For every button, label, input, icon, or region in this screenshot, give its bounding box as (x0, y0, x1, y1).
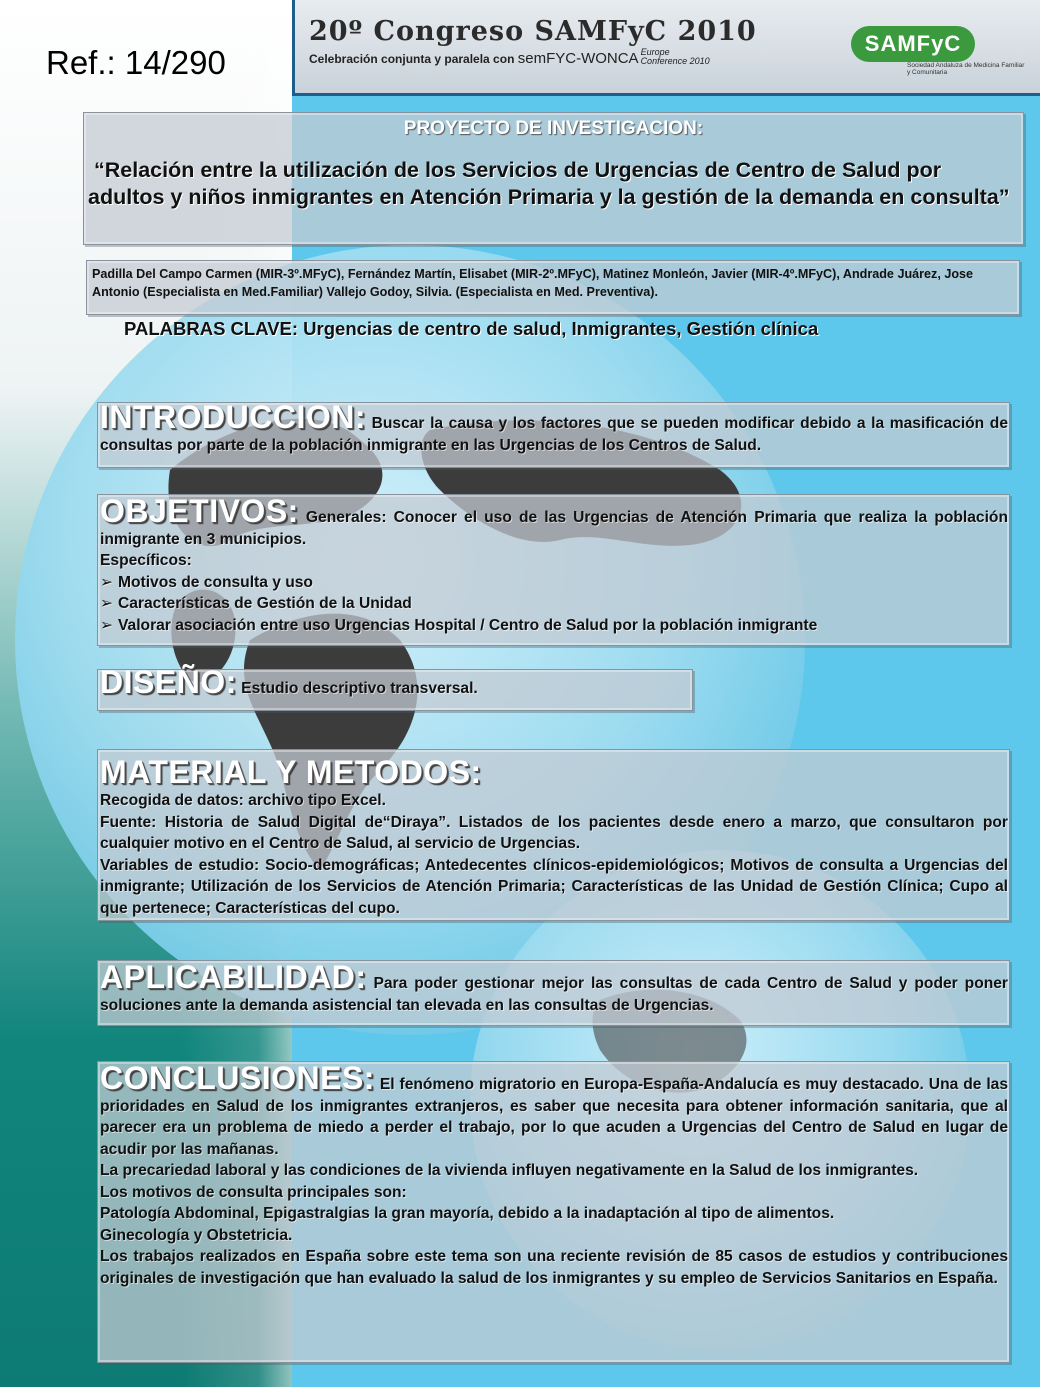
objetivos-especificos-label: Específicos: (100, 552, 192, 569)
aplicabilidad-panel (97, 960, 1010, 1026)
objetivos-item (100, 593, 1008, 615)
conclusiones-p2: La precariedad laboral y las condiciones de la vivienda influyen negativamente en la Salud de los inmigrantes. (100, 1162, 919, 1179)
objetivos-general: Generales: Conocer el uso de las Urgencias de Atención Primaria que realiza la población inmigrante en 3 municipios. (100, 509, 1008, 548)
subtitle-superscript (641, 48, 710, 66)
subtitle-super-conference: Conference 2010 (640, 56, 710, 66)
reference-number: Ref.: 14/290 (46, 44, 226, 81)
keywords-value: Urgencias de centro de salud, Inmigrantes, Gestión clínica (298, 318, 819, 339)
diseno-heading: DISEÑO: (100, 664, 237, 700)
keywords-line (124, 318, 818, 340)
project-title: “Relación entre la utilización de los Servicios de Urgencias de Centro de Salud por adultos y niños inmigrantes en Atención Primaria y la gestión de la demanda en consulta” (88, 158, 1010, 209)
arrow-bullet-icon: ➢ (100, 616, 114, 634)
material-panel (97, 749, 1010, 921)
aplicabilidad-text: Para poder gestionar mejor las consultas de cada Centro de Salud y poder poner soluciones ante la demanda asistencial tan elevada en las consultas de Urgencias. (100, 975, 1008, 1014)
authors-panel (86, 260, 1020, 315)
introduccion-text-block (100, 399, 1008, 456)
congress-banner (292, 0, 1040, 96)
congress-title: 20º Congreso SAMFyC 2010 (309, 16, 757, 47)
subtitle-super-europe: Europe (640, 47, 670, 57)
conclusiones-text-block (100, 1060, 1008, 1289)
conclusiones-p1: El fenómeno migratorio en Europa-España-Andalucía es muy destacado. Una de las prioridades en Salud de los inmigrantes extranjeros, es saber que necesita para obtener información sanitaria, que al parecer era un problema de miedo a perder el trabajo, por lo que acuden a Urgencias del Centro de Salud en lugar de acudir por las mañanas. (100, 1076, 1008, 1158)
project-label: PROYECTO DE INVESTIGACION: (403, 118, 704, 139)
objetivos-item-text: Motivos de consulta y uso (118, 573, 313, 591)
subtitle-brand: semFYC-WONCA (517, 50, 639, 67)
conclusiones-panel (97, 1061, 1010, 1363)
objetivos-item-text: Características de Gestión de la Unidad (118, 595, 412, 612)
authors-list: Padilla Del Campo Carmen (MIR-3º.MFyC), Fernández Martín, Elisabet (MIR-2º.MFyC), Matinez Monleón, Javier (MIR-4º.MFyC), Andrade Juárez, Jose Antonio (Especialista en Med.Familiar) Vallejo Godoy, Silvia. (Especialista en Med. Preventiva). (92, 267, 974, 299)
conclusiones-p4: Patología Abdominal, Epigastralgias la gran mayoría, debido a la inadaptación al tipo de alimentos. (100, 1205, 835, 1222)
material-variables: Variables de estudio: Socio-demográficas; Antedecentes clínicos-epidemiológicos; Motivos de consulta a Urgencias del inmigrante; Utilización de los Servicios de Atención Primaria; Características de las Unidad de Gestión Clínica; Cupo al que pertenece; Características del cupo. (100, 856, 1008, 917)
aplicabilidad-heading: APLICABILIDAD: (100, 959, 367, 995)
material-fuente: Fuente: Historia de Salud Digital de“Diraya”. Listados de los pacientes desde enero a marzo, que consultaron por cualquier motivo en el Centro de Salud, al servicio de Urgencias. (100, 813, 1008, 852)
material-text-block (100, 754, 1008, 919)
objetivos-heading: OBJETIVOS: (100, 493, 299, 529)
arrow-bullet-icon: ➢ (100, 573, 114, 591)
diseno-panel (97, 664, 693, 711)
samfyc-logo: SAMFyC (851, 26, 975, 62)
subtitle-prefix: Celebración conjunta y paralela con (309, 52, 518, 66)
project-panel (83, 112, 1024, 245)
material-heading: MATERIAL Y METODOS: (100, 754, 482, 790)
introduccion-heading: INTRODUCCION: (100, 399, 367, 435)
objetivos-panel (97, 494, 1010, 646)
conclusiones-p6: Los trabajos realizados en España sobre este tema son una reciente revisión de 85 casos de estudios y contribuciones originales de investigación que han evaluado la salud de los inmigrantes y su empleo de Servicios Sanitarios en España. (100, 1248, 1008, 1287)
aplicabilidad-text-block (100, 959, 1008, 1016)
arrow-bullet-icon: ➢ (100, 595, 114, 612)
introduccion-text: Buscar la causa y los factores que se pueden modificar debido a la masificación de consultas por parte de la población inmigrante en las Urgencias de los Centros de Salud. (100, 415, 1008, 454)
objetivos-item (100, 615, 1008, 637)
introduccion-panel (97, 399, 1010, 468)
keywords-label: PALABRAS CLAVE: (124, 318, 299, 339)
objetivos-item-text: Valorar asociación entre uso Urgencias Hospital / Centro de Salud por la población inmigrante (118, 616, 818, 634)
objetivos-item (100, 572, 1008, 594)
diseno-text-block (100, 664, 690, 700)
samfyc-logo-caption: Sociedad Andaluza de Medicina Familiar y Comunitaria (907, 62, 1025, 76)
congress-subtitle (309, 47, 710, 67)
objetivos-text-block (100, 493, 1008, 636)
conclusiones-heading: CONCLUSIONES: (100, 1060, 375, 1096)
material-recogida: Recogida de datos: archivo tipo Excel. (100, 792, 386, 809)
conclusiones-p3: Los motivos de consulta principales son: (100, 1183, 407, 1201)
diseno-text: Estudio descriptivo transversal. (236, 680, 478, 697)
conclusiones-p5: Ginecología y Obstetricia. (100, 1226, 293, 1244)
